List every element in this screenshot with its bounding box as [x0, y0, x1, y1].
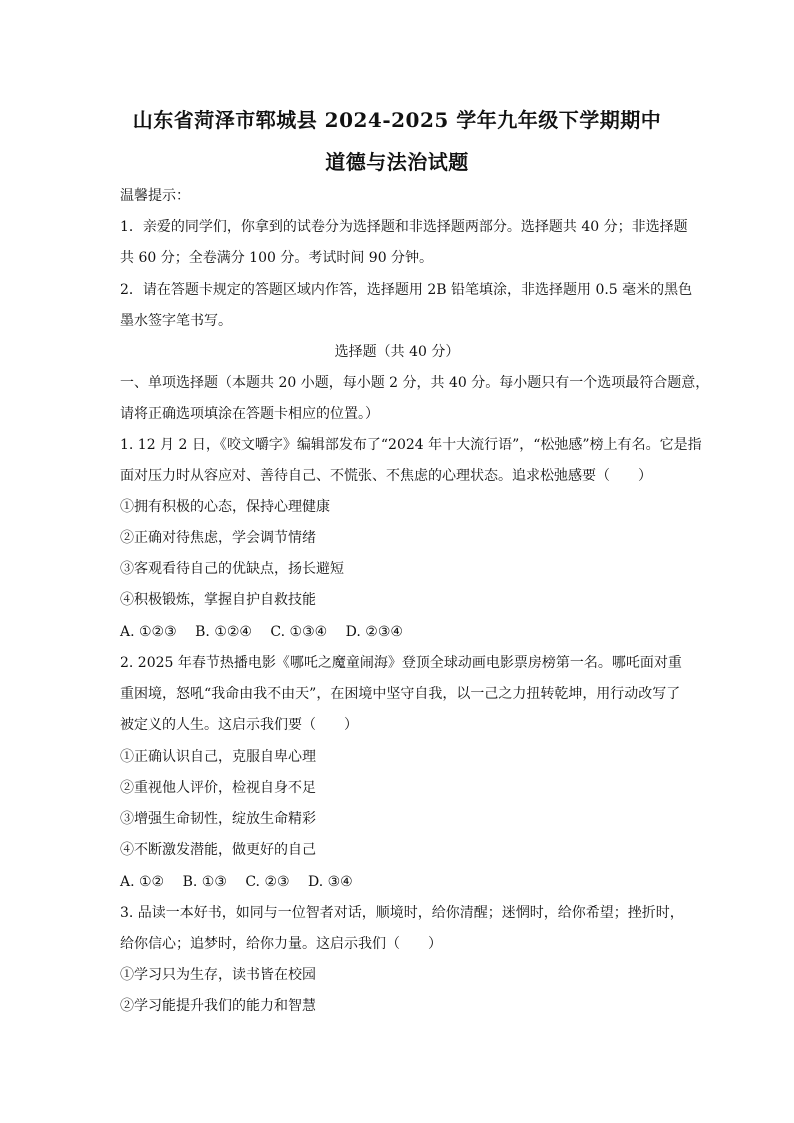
q2-stem-line3: 被定义的人生。这启示我们要（ ）: [120, 717, 358, 733]
q2-options: [120, 872, 680, 892]
notice-heading: 温馨提示：: [120, 188, 190, 204]
exam-title-line1: 山东省菏泽市郓城县 2024-2025 学年九年级下学期期中: [132, 108, 662, 132]
notice-item2-line2: 墨水签字笔书写。: [120, 313, 232, 329]
q1-item1: ①拥有积极的心态，保持心理健康: [120, 499, 330, 515]
q2-stem-line1: 2. 2025 年春节热播电影《哪吒之魔童闹海》登顶全球动画电影票房榜第一名。哪吒面对重: [120, 655, 682, 671]
q1-options: [120, 622, 680, 642]
q1-stem-line1: 1. 12 月 2 日，《咬文嚼字》编辑部发布了“2024 年十大流行语”，“松弛感”榜上有名。它是指: [120, 437, 702, 453]
q2-item2: ②重视他人评价，检视自身不足: [120, 780, 316, 796]
notice-item1-line1: 1．亲爱的同学们，你拿到的试卷分为选择题和非选择题两部分。选择题共 40 分；非选择题: [120, 219, 688, 235]
q2-option-a: A. ①②: [120, 874, 165, 890]
q1-option-b: B. ①②④: [195, 624, 252, 640]
q2-option-d: D. ③④: [308, 874, 353, 890]
notice-item2-line1: 2．请在答题卡规定的答题区域内作答，选择题用 2B 铅笔填涂，非选择题用 0.5 毫米的黑色: [120, 282, 693, 298]
section-title: 选择题（共 40 分）: [334, 344, 460, 360]
q3-stem-line2: 给你信心；追梦时，给你力量。这启示我们（ ）: [120, 936, 442, 952]
section-instructions-line2: 请将正确选项填涂在答题卡相应的位置。）: [120, 406, 379, 422]
q2-option-c: C. ②③: [245, 874, 290, 890]
q2-stem-line2: 重困境，怒吼“我命由我不由天”，在困境中坚守自我，以一己之力扭转乾坤，用行动改写了: [120, 686, 681, 702]
q1-item2: ②正确对待焦虑，学会调节情绪: [120, 530, 316, 546]
section-instructions-line1: 一、单项选择题（本题共 20 小题，每小题 2 分，共 40 分。每小题只有一个选项最符合题意，: [120, 375, 710, 391]
notice-item1-line2: 共 60 分；全卷满分 100 分。考试时间 90 分钟。: [120, 250, 434, 266]
q1-option-c: C. ①③④: [270, 624, 328, 640]
q3-item1: ①学习只为生存，读书皆在校园: [120, 967, 316, 983]
q2-item3: ③增强生命韧性，绽放生命精彩: [120, 811, 316, 827]
q1-item4: ④积极锻炼，掌握自护自救技能: [120, 592, 316, 608]
q1-option-d: D. ②③④: [345, 624, 403, 640]
q2-option-b: B. ①③: [182, 874, 227, 890]
q3-stem-line1: 3. 品读一本好书，如同与一位智者对话，顺境时，给你清醒；迷惘时，给你希望；挫折时，: [120, 905, 684, 921]
q3-item2: ②学习能提升我们的能力和智慧: [120, 998, 316, 1014]
q1-stem-line2: 面对压力时从容应对、善待自己、不慌张、不焦虑的心理状态。追求松弛感要（ ）: [120, 468, 652, 484]
q2-item1: ①正确认识自己，克服自卑心理: [120, 749, 316, 765]
q1-option-a: A. ①②③: [120, 624, 177, 640]
q1-item3: ③客观看待自己的优缺点，扬长避短: [120, 561, 344, 577]
q2-item4: ④不断激发潜能，做更好的自己: [120, 842, 316, 858]
exam-title-line2: 道德与法治试题: [325, 150, 469, 174]
